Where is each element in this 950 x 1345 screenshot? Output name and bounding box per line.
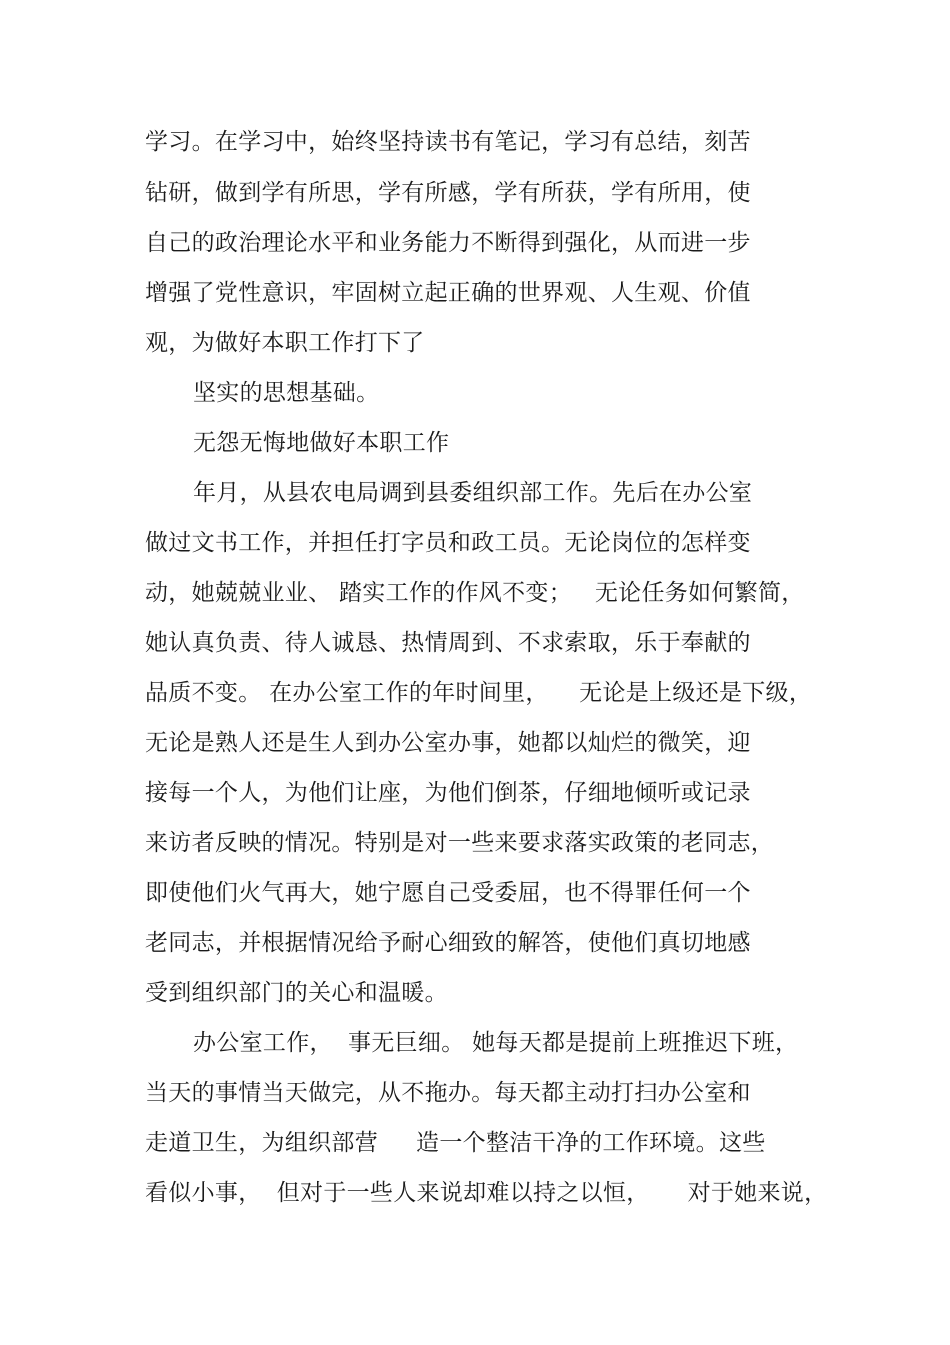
text-line: 受到组织部门的关心和温暖。 [145,980,448,1006]
text-line: 看似小事， 但对于一些人来说却难以持之以恒， 对于她来说， [145,1180,828,1206]
text-line: 自己的政治理论水平和业务能力不断得到强化，从而进一步 [145,230,751,256]
text-line: 当天的事情当天做完，从不拖办。每天都主动打扫办公室和 [145,1080,751,1106]
text-line: 观，为做好本职工作打下了 [145,330,425,356]
text-line: 即使他们火气再大，她宁愿自己受委屈，也不得罪任何一个 [145,880,751,906]
text-line: 学习。在学习中，始终坚持读书有笔记，学习有总结，刻苦 [145,129,751,155]
text-line: 坚实的思想基础。 [193,380,380,406]
paragraph-start: 年月，从县农电局调到县委组织部工作。先后在办公室 [193,480,753,506]
text-line: 动，她兢兢业业、 踏实工作的作风不变； 无论任务如何繁简， [145,580,805,606]
section-heading: 无怨无悔地做好本职工作 [193,430,450,456]
text-line: 老同志，并根据情况给予耐心细致的解答，使他们真切地感 [145,930,751,956]
text-line: 增强了党性意识，牢固树立起正确的世界观、人生观、价值 [145,280,751,306]
text-line: 走道卫生，为组织部营 造一个整洁干净的工作环境。这些 [145,1130,766,1156]
text-line: 她认真负责、待人诚恳、热情周到、不求索取，乐于奉献的 [145,630,751,656]
text-line: 做过文书工作，并担任打字员和政工员。无论岗位的怎样变 [145,530,751,556]
paragraph-start: 办公室工作， 事无巨细。 她每天都是提前上班推迟下班， [193,1030,799,1056]
text-line: 来访者反映的情况。特别是对一些来要求落实政策的老同志， [145,830,775,856]
text-line: 品质不变。 在办公室工作的年时间里， 无论是上级还是下级， [145,680,813,706]
text-line: 接每一个人，为他们让座，为他们倒茶，仔细地倾听或记录 [145,780,751,806]
text-line: 无论是熟人还是生人到办公室办事，她都以灿烂的微笑，迎 [145,730,751,756]
text-line: 钻研，做到学有所思，学有所感，学有所获，学有所用，使 [145,180,751,206]
